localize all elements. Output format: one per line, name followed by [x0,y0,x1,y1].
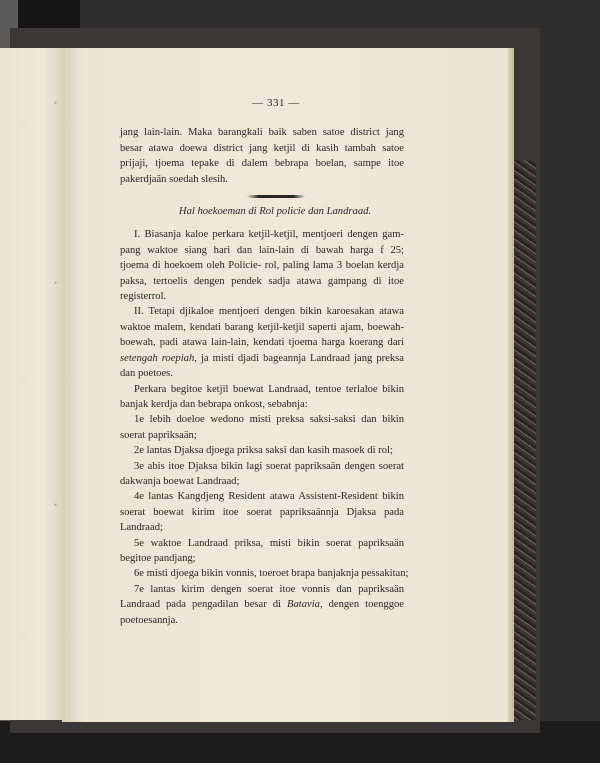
text-line: paksa, tertoelis dengen pendek sadja atawa gampang di itoe [120,275,404,287]
text-line: jang lain-lain. Maka barangkali baik saben satoe district jang [120,127,404,139]
list-item-line: dakwanja boewat Landraad; [120,475,240,487]
paragraph-intro [120,125,404,187]
text-segment: Landraad pada pengadilan besar di [120,599,287,611]
text-segment: , dengen toenggoe [319,599,404,611]
list-item-line: 6e misti djoega bikin vonnis, toeroet brapa banjaknja pessakitan; [134,568,409,580]
text-segment: , ja misti djadi bageannja Landraad jang preksa [194,352,405,364]
list-item-line: 3e abis itoe Djaksa bikin lagi soerat papriksaän dengen soerat [134,460,404,472]
text-line: banjak kerdja dan bebrapa onkost, sebabnja: [120,398,308,410]
list-item-line: 1e lebih doeloe wedono misti preksa saksi-saksi dan bikin [134,414,404,426]
text-line: pakerdjaän soedah slesih. [120,173,228,185]
text-line: prijaji, tjoema tepake di dalem bebrapa boelan, sampe itoe [120,158,404,170]
page-mark: • [54,500,58,510]
list-item-line: begitoe pandjang; [120,552,196,564]
text-line: tjoema di hoekoem oleh Policie- rol, paling lama 3 boelan kerdja [120,260,404,272]
text-line: boewah, padi atawa lain-lain, kendati tjoema harga koerang dari [120,337,404,349]
text-line: registerrol. [120,291,167,303]
list-item-line: soerat boewat kirim itoe soerat papriksaännja Djaksa pada [120,506,404,518]
list-item-line: 7e lantas kirim dengen soerat itoe vonnis dan papriksaän [134,583,404,595]
page-number: — 331 — [252,97,300,109]
text-line [120,351,404,366]
text-line: I. Biasanja kaloe perkara ketjil-ketjil, mentjoeri dengen gam- [134,229,404,241]
numbered-list [120,412,409,628]
italic-phrase: setengah roepiah [120,352,195,364]
paragraph-section-3 [120,382,404,413]
section-heading: Hal hoekoeman di Rol policie dan Landraad. [178,206,372,218]
list-item-line: 5e waktoe Landraad priksa, misti bikin soerat papriksaän [134,537,404,549]
paragraph-section-1 [120,227,404,304]
page-mark: • [54,98,58,108]
list-item-line: Landraad; [120,522,163,534]
text-line: waktoe malem, kendati barang ketjil-ketjil saperti ajam, boewah- [120,321,404,333]
page-text [120,96,409,628]
paragraph-section-2 [120,304,404,381]
list-item-line: 2e lantas Djaksa djoega priksa saksi dan kasih masoek di rol; [134,445,393,457]
list-item-line: poetoesannja. [120,614,178,626]
text-line: II. Tetapi djikaloe mentjoeri dengen bikin karoesakan atawa [134,306,404,318]
text-line: Perkara begitoe ketjil boewat Landraad, tentoe terlaloe bikin [134,383,404,395]
section-divider [247,195,305,198]
list-item-line [120,597,404,612]
page-mark: • [54,278,58,288]
text-line: besar atawa doewa district jang ketjil di kasih tambah satoe [120,142,404,154]
text-line: pang waktoe siang hari dan lain-lain di bawah harga f 25; [120,244,404,256]
facing-page [0,48,62,720]
italic-place-name: Batavia [287,599,320,611]
text-line: dan poetoes. [120,368,173,380]
list-item-line: 4e lantas Kangdjeng Resident atawa Assistent-Resident bikin [134,491,404,503]
list-item-line: soerat papriksaän; [120,429,197,441]
marbled-cover-edge [512,160,536,720]
